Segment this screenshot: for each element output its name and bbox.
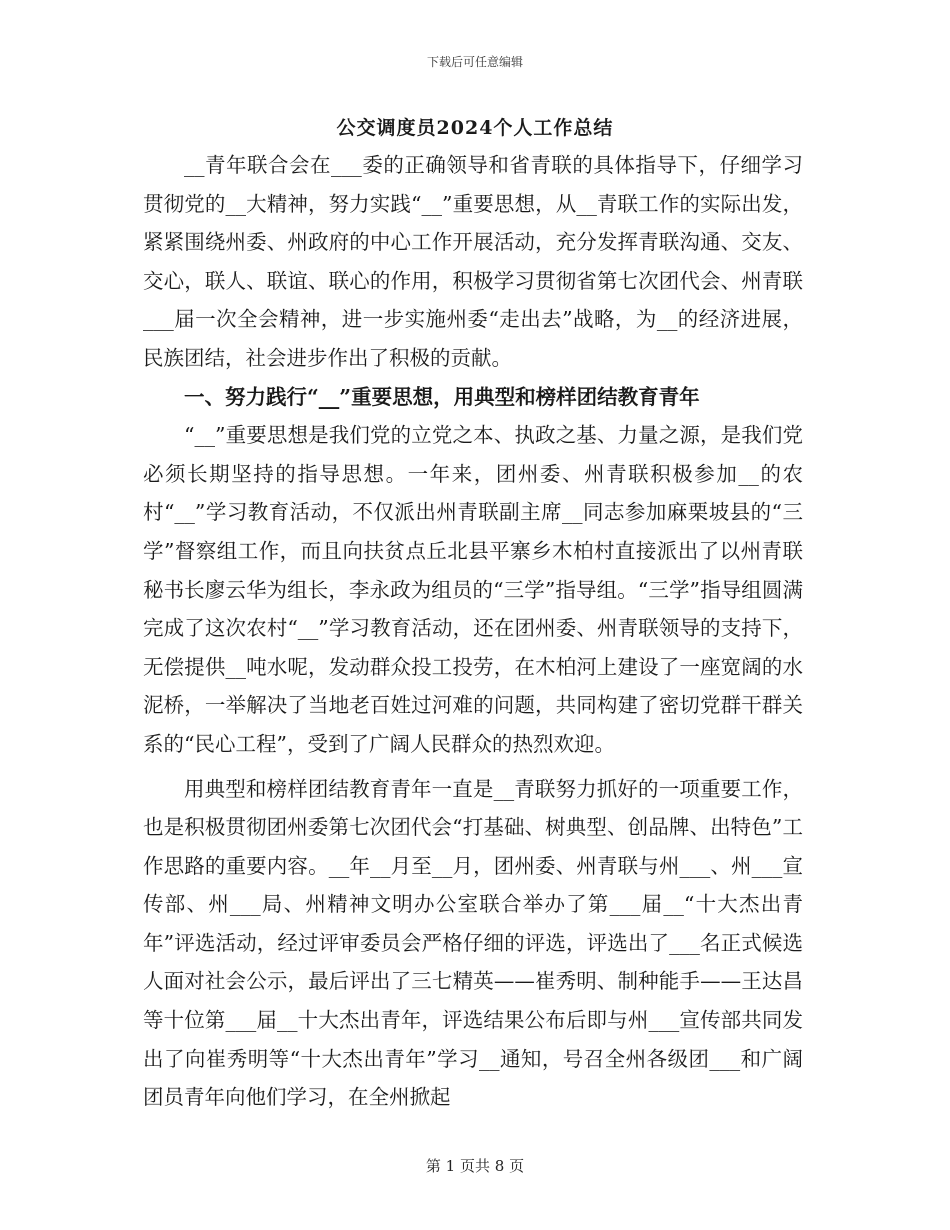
section-heading-1: 一、努力践行“__”重要思想，用典型和榜样团结教育青年 — [184, 384, 700, 409]
document-body — [143, 146, 803, 1117]
paragraph-intro: __青年联合会在___委的正确领导和省青联的具体指导下，仔细学习贯彻党的__大精神，努力实践“__”重要思想，从__青联工作的实际出发，紧紧围绕州委、州政府的中心工作开展活动，充分发挥青联沟通、交友、交心，联人、联谊、联心的作用，积极学习贯彻省第七次团代会、州青联___届一次全会精神，进一步实施州委“走出去”战略，为__的经济进展，民族团结，社会进步作出了积极的贡献。 — [143, 153, 803, 370]
document-title: 公交调度员2024个人工作总结 — [336, 117, 614, 139]
paragraph-section-1-a: “__”重要思想是我们党的立党之本、执政之基、力量之源，是我们党必须长期坚持的指导思想。一年来，团州委、州青联积极参加__的农村“__”学习教育活动，不仅派出州青联副主席__同志参加麻栗坡县的“三学”督察组工作，而且向扶贫点丘北县平寨乡木柏村直接派出了以州青联秘书长廖云华为组长，李永政为组员的“三学”指导组。“三学”指导组圆满完成了这次农村“__”学习教育活动，还在团州委、州青联领导的支持下，无偿提供__吨水呢，发动群众投工投劳，在木柏河上建设了一座宽阔的水泥桥，一举解决了当地老百姓过河难的问题，共同构建了密切党群干群关系的“民心工程”，受到了广阔人民群众的热烈欢迎。 — [143, 423, 803, 756]
page-header-note: 下载后可任意编辑 — [426, 55, 523, 69]
page-footer: 第 1 页共 8 页 — [425, 1157, 525, 1175]
paragraph-section-1-b: 用典型和榜样团结教育青年一直是__青联努力抓好的一项重要工作，也是积极贯彻团州委第七次团代会“打基础、树典型、创品牌、出特色”工作思路的重要内容。__年__月至__月，团州委、州青联与州___、州___宣传部、州___局、州精神文明办公室联合举办了第___届__“十大杰出青年”评选活动，经过评审委员会严格仔细的评选，评选出了___名正式候选人面对社会公示，最后评出了三七精英——崔秀明、制种能手——王达昌等十位第___届__十大杰出青年，评选结果公布后即与州___宣传部共同发出了向崔秀明等“十大杰出青年”学习__通知，号召全州各级团___和广阔团员青年向他们学习，在全州掀起 — [143, 776, 803, 1110]
